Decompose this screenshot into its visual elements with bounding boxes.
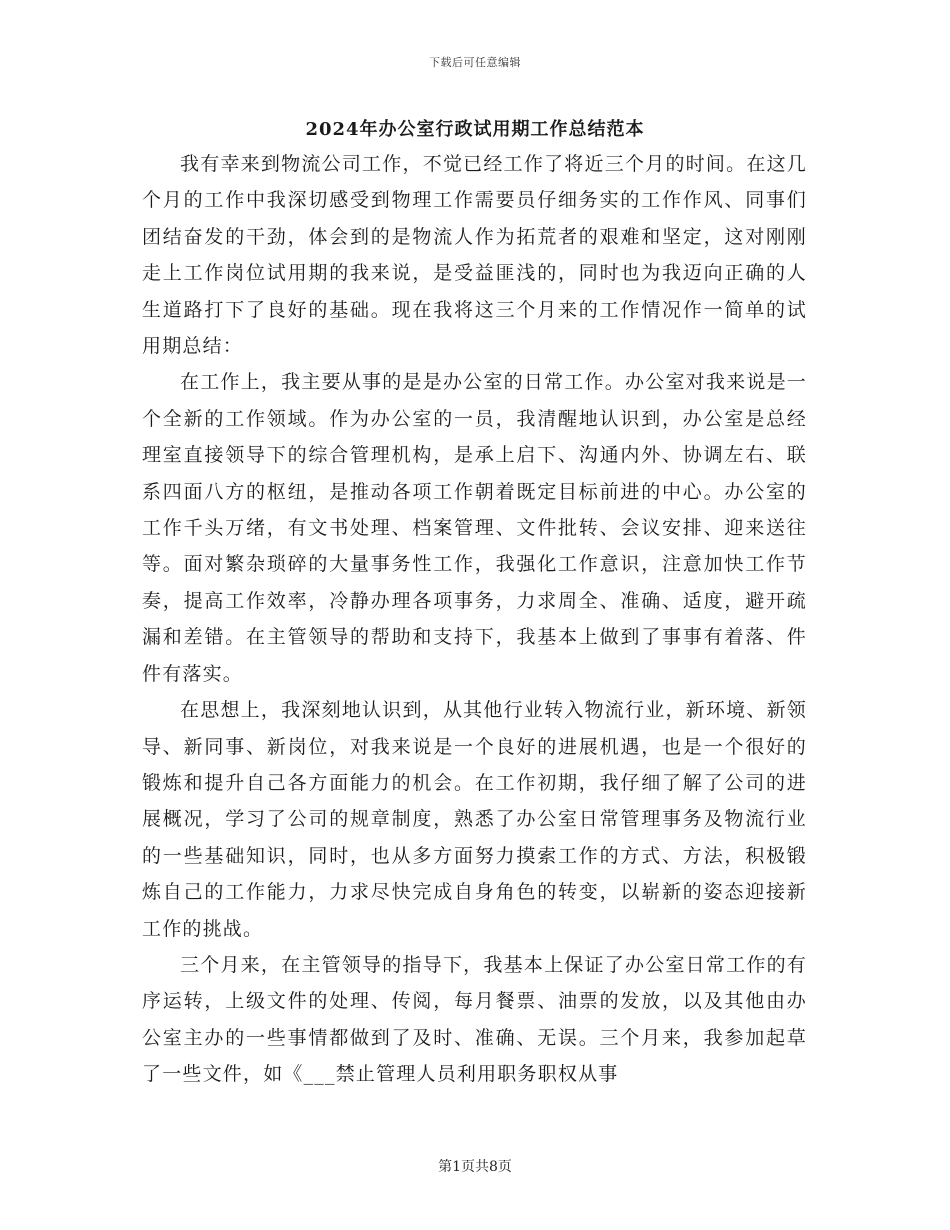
document-body <box>142 146 807 1093</box>
paragraph-2: 在工作上，我主要从事的是是办公室的日常工作。办公室对我来说是一个全新的工作领域。作为办公室的一员，我清醒地认识到，办公室是总经理室直接领导下的综合管理机构，是承上启下、沟通内外、协调左右、联系四面八方的枢纽，是推动各项工作朝着既定目标前进的中心。办公室的工作千头万绪，有文书处理、档案管理、文件批转、会议安排、迎来送往等。面对繁杂琐碎的大量事务性工作，我强化工作意识，注意加快工作节奏，提高工作效率，冷静办理各项事务，力求周全、准确、适度，避开疏漏和差错。在主管领导的帮助和支持下，我基本上做到了事事有着落、件件有落实。 <box>142 371 807 685</box>
paragraph-3: 在思想上，我深刻地认识到，从其他行业转入物流行业，新环境、新领导、新同事、新岗位，对我来说是一个良好的进展机遇，也是一个很好的锻炼和提升自己各方面能力的机会。在工作初期，我仔细了解了公司的进展概况，学习了公司的规章制度，熟悉了办公室日常管理事务及物流行业的一些基础知识，同时，也从多方面努力摸索工作的方式、方法，积极锻炼自己的工作能力，力求尽快完成自身角色的转变，以崭新的姿态迎接新工作的挑战。 <box>142 699 807 940</box>
page-number-footer: 第1页共8页 <box>438 1159 512 1175</box>
paragraph-4: 三个月来，在主管领导的指导下，我基本上保证了办公室日常工作的有序运转，上级文件的处理、传阅，每月餐票、油票的发放，以及其他由办公室主办的一些事情都做到了及时、准确、无误。三个月来，我参加起草了一些文件，如《___禁止管理人员利用职务职权从事 <box>142 953 807 1086</box>
document-title: 2024年办公室行政试用期工作总结范本 <box>305 119 645 140</box>
header-note: 下载后可任意编辑 <box>429 56 521 69</box>
paragraph-1: 我有幸来到物流公司工作，不觉已经工作了将近三个月的时间。在这几个月的工作中我深切感受到物理工作需要员仔细务实的工作作风、同事们团结奋发的干劲，体会到的是物流人作为拓荒者的艰难和坚定，这对刚刚走上工作岗位试用期的我来说，是受益匪浅的，同时也为我迈向正确的人生道路打下了良好的基础。现在我将这三个月来的工作情况作一简单的试用期总结： <box>142 153 807 358</box>
